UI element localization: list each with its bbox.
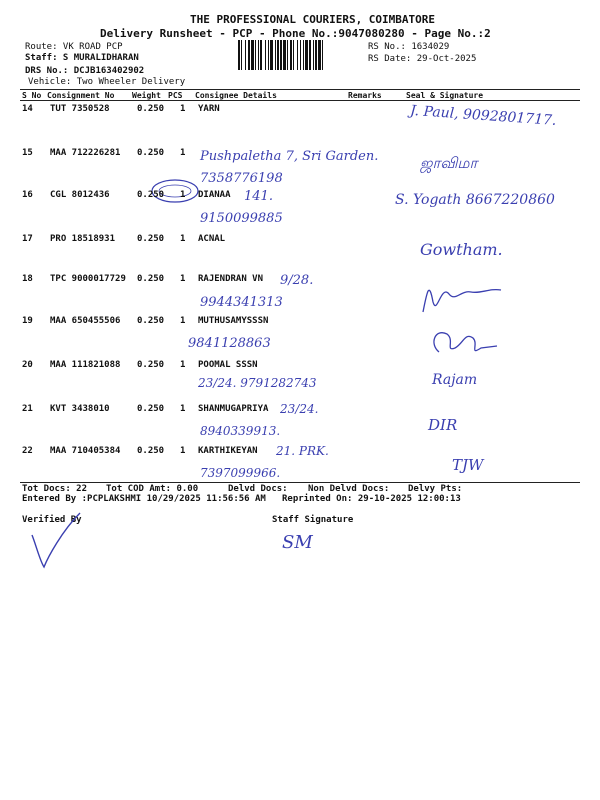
col-remarks: Remarks [348, 91, 382, 100]
handwritten-address: 23/24. 8940339913. [200, 402, 319, 438]
row-weight: 0.250 [137, 234, 165, 244]
recipient-signature [425, 322, 505, 362]
row-weight: 0.250 [137, 446, 165, 456]
runsheet-subtitle: Delivery Runsheet - PCP - Phone No.:9047080280 - Page No.:2 [100, 27, 491, 40]
recipient-signature-note: DIR [428, 416, 458, 434]
barcode-image [238, 40, 363, 70]
row-pcs: 1 [180, 190, 186, 200]
handwritten-address: 9841128863 [188, 336, 271, 351]
row-sno: 15 [22, 148, 33, 158]
recipient-signature-note: ஜாவிமா [420, 154, 478, 172]
row-consignee: RAJENDRAN VN [198, 274, 264, 284]
recipient-signature-note: TJW [452, 456, 484, 474]
row-sno: 14 [22, 104, 33, 114]
company-title: THE PROFESSIONAL COURIERS, COIMBATORE [190, 13, 436, 26]
handwritten-address: Pushpaletha 7, Sri Garden. 7358776198 [200, 149, 379, 186]
row-pcs: 1 [180, 404, 186, 414]
row-sno: 19 [22, 316, 33, 326]
row-sno: 20 [22, 360, 33, 370]
total-docs-text: Tot Docs: 22 [22, 484, 88, 494]
row-consignment: KVT 3438010 [50, 404, 110, 414]
row-pcs: 1 [180, 274, 186, 284]
col-consignment: Consignment No [47, 91, 115, 100]
delivery-points-text: Delvy Pts: [408, 484, 463, 494]
handwritten-address: 23/24. 9791282743 [198, 376, 317, 390]
row-weight: 0.250 [137, 274, 165, 284]
col-pcs: PCS [168, 91, 183, 100]
row-pcs: 1 [180, 104, 186, 114]
row-weight: 0.250 [137, 316, 165, 326]
recipient-signature-note: Gowtham. [420, 240, 503, 259]
row-weight: 0.250 [137, 148, 165, 158]
reprinted-on-text: Reprinted On: 29-10-2025 12:00:13 [282, 494, 461, 504]
row-pcs: 1 [180, 446, 186, 456]
row-pcs: 1 [180, 234, 186, 244]
row-sno: 21 [22, 404, 33, 414]
staff-signature: SM [282, 532, 313, 553]
staff-text: Staff: S MURALIDHARAN [25, 53, 139, 63]
row-consignment: TPC 9000017729 [50, 274, 126, 284]
row-consignment: TUT 7350528 [50, 104, 110, 114]
row-sno: 22 [22, 446, 33, 456]
verifier-signature [28, 505, 88, 575]
row-consignee: YARN [198, 104, 220, 114]
row-consignee: DIANAA [198, 190, 231, 200]
row-weight: 0.250 [137, 104, 165, 114]
rs-no-text: RS No.: 1634029 [368, 42, 450, 52]
col-seal-signature: Seal & Signature [406, 91, 484, 100]
handwritten-address: 141. 9150099885 [200, 189, 283, 226]
row-sno: 17 [22, 234, 33, 244]
row-weight: 0.250 [137, 360, 165, 370]
delivered-docs-text: Delvd Docs: [228, 484, 288, 494]
staff-signature-label: Staff Signature [272, 515, 354, 525]
recipient-signature-note: S. Yogath 8667220860 [395, 192, 555, 208]
row-consignee: MUTHUSAMYSSSN [198, 316, 269, 326]
table-bottom-rule [20, 482, 580, 483]
row-pcs: 1 [180, 316, 186, 326]
row-pcs: 1 [180, 148, 186, 158]
vehicle-text: Vehicle: Two Wheeler Delivery [28, 77, 186, 87]
row-pcs: 1 [180, 360, 186, 370]
entered-by-text: Entered By :PCPLAKSHMI 10/29/2025 11:56:56 AM [22, 494, 266, 504]
recipient-signature-note: J. Paul, 9092801717. [409, 102, 557, 129]
row-weight: 0.250 [137, 190, 165, 200]
row-consignment: MAA 710405384 [50, 446, 121, 456]
row-consignment: MAA 650455506 [50, 316, 121, 326]
row-consignee: SHANMUGAPRIYA [198, 404, 269, 414]
header-top-rule [20, 89, 580, 90]
route-text: Route: VK ROAD PCP [25, 42, 123, 52]
handwritten-address: 21. PRK. 7397099966. [200, 444, 329, 480]
row-consignment: CGL 8012436 [50, 190, 110, 200]
header-bottom-rule [20, 100, 580, 101]
row-consignment: MAA 111821088 [50, 360, 121, 370]
handwritten-address: 9/28. 9944341313 [200, 273, 314, 310]
drs-no-text: DRS No.: DCJB163402902 [25, 66, 145, 76]
row-weight: 0.250 [137, 404, 165, 414]
rs-date-text: RS Date: 29-Oct-2025 [368, 54, 477, 64]
recipient-signature [415, 272, 505, 317]
row-sno: 16 [22, 190, 33, 200]
col-consignee: Consignee Details [195, 91, 277, 100]
row-sno: 18 [22, 274, 33, 284]
row-consignee: POOMAL SSSN [198, 360, 258, 370]
col-weight: Weight [132, 91, 161, 100]
recipient-signature-note: Rajam [432, 372, 478, 388]
row-consignee: ACNAL [198, 234, 226, 244]
col-sno: S No [22, 91, 42, 100]
row-consignee: KARTHIKEYAN [198, 446, 258, 456]
row-consignment: PRO 18518931 [50, 234, 116, 244]
total-cod-text: Tot COD Amt: 0.00 [106, 484, 199, 494]
non-delivered-docs-text: Non Delvd Docs: [308, 484, 390, 494]
verified-by-label: Verified By [22, 515, 82, 525]
row-consignment: MAA 712226281 [50, 148, 121, 158]
